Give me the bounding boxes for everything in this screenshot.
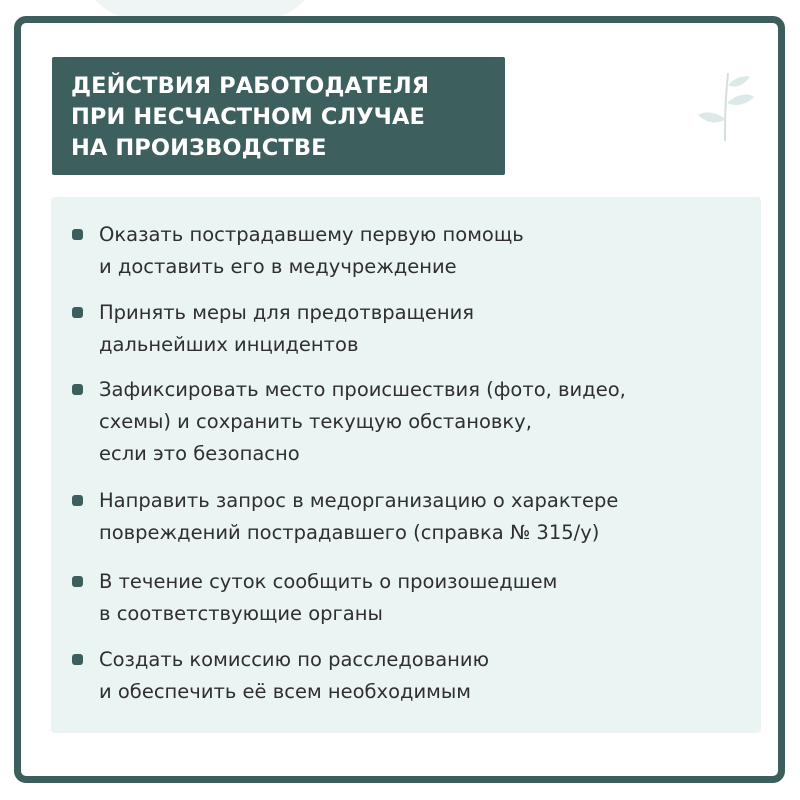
actions-list	[51, 197, 761, 733]
title-line: ДЕЙСТВИЯ РАБОТОДАТЕЛЯ	[71, 73, 430, 99]
bullet-icon	[72, 654, 83, 665]
list-item-text: Направить запрос в медорганизацию о характере	[99, 489, 619, 512]
bullet-icon	[72, 307, 83, 318]
list-item-text: схемы) и сохранить текущую обстановку,	[99, 410, 532, 433]
list-item-text: Создать комиссию по расследованию	[99, 648, 490, 671]
bullet-icon	[72, 384, 83, 395]
list-item-text: повреждений пострадавшего (справка № 315/у)	[99, 521, 600, 544]
title-line: ПРИ НЕСЧАСТНОМ СЛУЧАЕ	[71, 104, 425, 130]
bullet-icon	[72, 229, 83, 240]
list-item-text: дальнейших инцидентов	[99, 333, 359, 356]
list-item-text: в соответствующие органы	[99, 602, 383, 625]
bullet-icon	[72, 495, 83, 506]
bullet-icon	[72, 576, 83, 587]
list-item-text: и обеспечить её всем необходимым	[99, 680, 471, 703]
list-item-text: Зафиксировать место происшествия (фото, видео,	[99, 378, 626, 401]
leaf-decoration-icon	[690, 63, 760, 143]
list-item-text: Принять меры для предотвращения	[99, 301, 475, 324]
list-item-text: и доставить его в медучреждение	[99, 255, 457, 278]
list-item-text: Оказать пострадавшему первую помощь	[99, 223, 524, 246]
title-line: НА ПРОИЗВОДСТВЕ	[71, 135, 327, 161]
list-item-text: В течение суток сообщить о произошедшем	[99, 570, 558, 593]
card-frame	[14, 16, 785, 783]
list-item-text: если это безопасно	[99, 442, 300, 465]
page-title	[52, 57, 505, 175]
